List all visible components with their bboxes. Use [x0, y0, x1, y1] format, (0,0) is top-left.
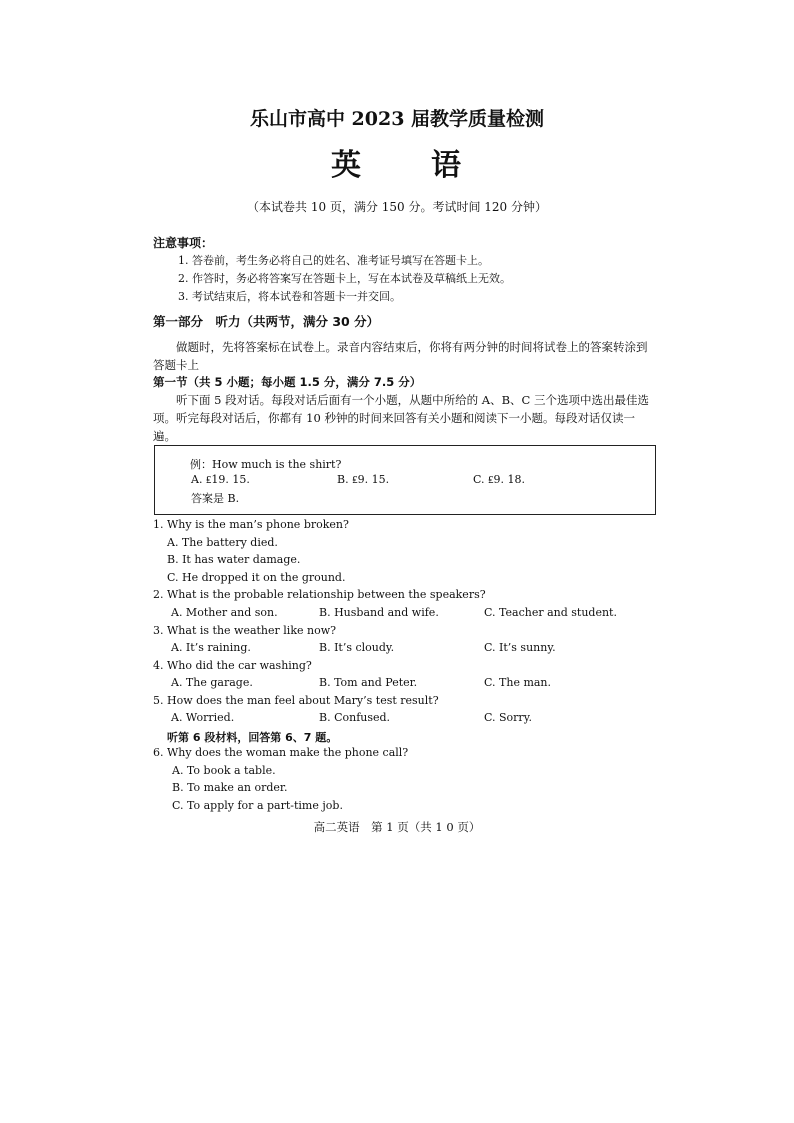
example-answer: 答案是 B.	[191, 492, 240, 505]
section1-instruction: 听下面 5 段对话。每段对话后面有一个小题，从题中所给的 A、B、C 三个选项中选出最佳选项。听完每段对话后，你都有 10 秒钟的时间来回答有关小题和阅读下一小题。每段对话仅读一遍。	[153, 393, 649, 443]
question-option: C. It’s sunny.	[484, 641, 556, 654]
question-option: A. To book a table.	[172, 764, 276, 777]
section1-heading: 第一节（共 5 小题；每小题 1.5 分，满分 7.5 分）	[153, 375, 422, 389]
example-option-c: C. ₤9. 18.	[473, 473, 526, 486]
subject-char-1: 英	[331, 148, 363, 183]
question-option: C. Teacher and student.	[484, 606, 617, 619]
question-stem: 5. How does the man feel about Mary’s test result?	[153, 694, 439, 707]
question-option: A. Worried.	[171, 711, 235, 724]
notice-item: 2. 作答时，务必将答案写在答题卡上，写在本试卷及草稿纸上无效。	[178, 272, 511, 285]
question-option: A. The garage.	[171, 676, 253, 689]
question-stem: 1. Why is the man’s phone broken?	[153, 518, 349, 531]
question-stem: 3. What is the weather like now?	[153, 624, 337, 637]
question-option: A. The battery died.	[167, 536, 278, 549]
exam-title: 乐山市高中 2023 届教学质量检测	[249, 108, 545, 130]
question-option: B. To make an order.	[172, 781, 288, 794]
exam-info: （本试卷共 10 页，满分 150 分。考试时间 120 分钟）	[247, 200, 547, 214]
question-option: A. Mother and son.	[171, 606, 278, 619]
part1-heading: 第一部分 听力（共两节，满分 30 分）	[153, 314, 380, 329]
example-option-a: A. ₤19. 15.	[191, 473, 250, 486]
question-option: B. Husband and wife.	[319, 606, 439, 619]
question-option: C. The man.	[484, 676, 552, 689]
question-stem: 6. Why does the woman make the phone call?	[153, 746, 409, 759]
question-option: A. It’s raining.	[171, 641, 251, 654]
question-stem: 2. What is the probable relationship between the speakers?	[153, 588, 486, 601]
question-option: B. It’s cloudy.	[319, 641, 395, 654]
question-option: C. To apply for a part-time job.	[172, 799, 343, 812]
notice-item: 3. 考试结束后，将本试卷和答题卡一并交回。	[178, 290, 401, 303]
subject-title	[0, 140, 794, 184]
material6-heading: 听第 6 段材料，回答第 6、7 题。	[167, 731, 338, 744]
part1-instruction: 做题时，先将答案标在试卷上。录音内容结束后，你将有两分钟的时间将试卷上的答案转涂到答题卡上	[153, 340, 648, 372]
notice-heading: 注意事项：	[153, 236, 214, 250]
question-option: C. Sorry.	[484, 711, 532, 724]
question-option: C. He dropped it on the ground.	[167, 571, 346, 584]
example-question: 例：How much is the shirt?	[190, 458, 342, 471]
example-option-b: B. ₤9. 15.	[337, 473, 390, 486]
subject-char-2: 语	[431, 148, 463, 183]
question-option: B. It has water damage.	[167, 553, 301, 566]
question-option: B. Confused.	[319, 711, 391, 724]
notice-item: 1. 答卷前，考生务必将自己的姓名、准考证号填写在答题卡上。	[178, 254, 489, 267]
question-stem: 4. Who did the car washing?	[153, 659, 312, 672]
page-footer: 高二英语 第 1 页（共 1 0 页）	[313, 820, 481, 834]
question-option: B. Tom and Peter.	[319, 676, 418, 689]
